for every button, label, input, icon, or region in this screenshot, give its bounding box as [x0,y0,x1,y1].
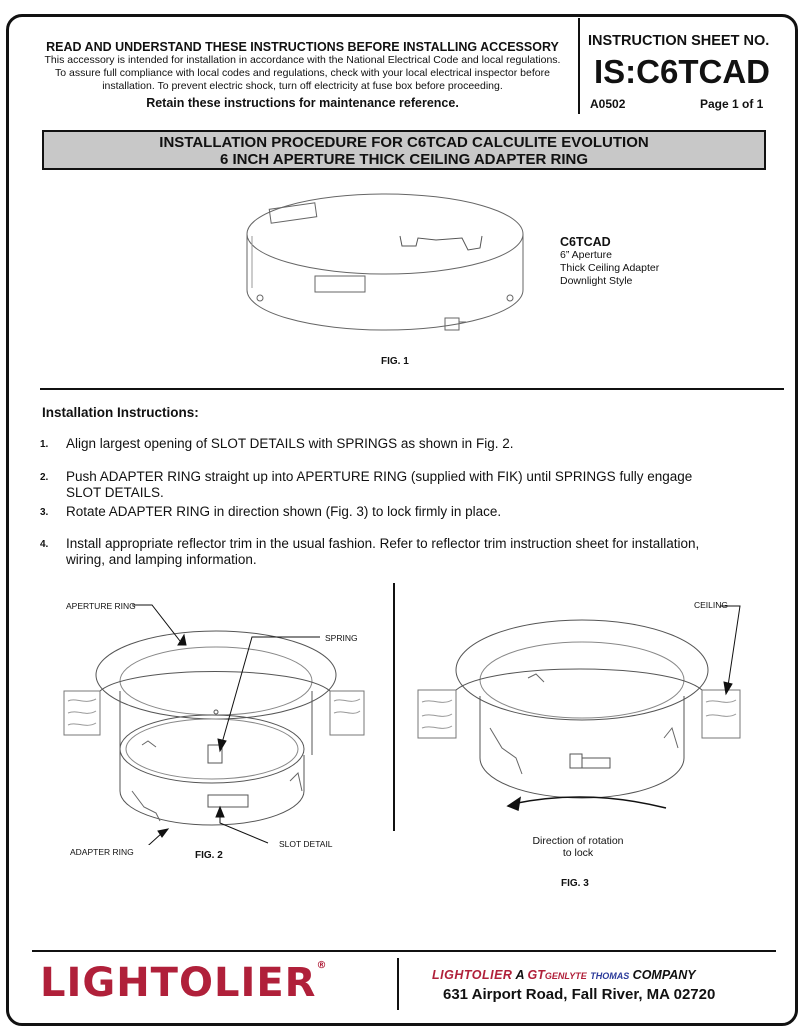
section-divider [40,388,784,390]
label-adapter-ring: ADAPTER RING [70,847,134,857]
step-3 [40,504,720,520]
gt-mark: GT [527,968,545,982]
instructions-heading: Installation Instructions: [42,405,199,420]
step-text: Align largest opening of SLOT DETAILS with SPRINGS as shown in Fig. 2. [66,436,514,451]
procedure-title [42,130,766,170]
thomas-mark: THOMAS [590,971,630,981]
product-code: C6TCAD [560,235,611,249]
doc-code: A0502 [590,97,626,111]
footer-divider [32,950,776,952]
label-aperture-ring: APERTURE RING [66,601,136,611]
step-number: 1. [40,439,49,450]
fig1-drawing [240,188,540,348]
step-1 [40,436,720,452]
spec-style: Downlight Style [560,275,633,287]
address: 631 Airport Road, Fall River, MA 02720 [443,986,716,1003]
warning-block [30,40,575,110]
rotation-note [518,835,638,859]
fig1-label: FIG. 1 [381,356,409,367]
company-line [432,968,696,982]
spec-aperture: 6” Aperture [560,249,612,261]
sheet-label: INSTRUCTION SHEET NO. [588,33,770,49]
fig1-spec [560,236,659,288]
title-line-1: INSTALLATION PROCEDURE FOR C6TCAD CALCULITE EVOLUTION [159,134,649,151]
logo-text: LIGHTOLIER [40,960,317,1006]
step-number: 2. [40,472,49,483]
genlyte-mark: GENLYTE [544,971,587,981]
label-ceiling: CEILING [694,600,729,610]
warning-line-3: installation. To prevent electric shock, turn off electricity at fuse box before proceeding. [102,80,503,92]
footer-vrule [397,958,399,1010]
company-suffix: COMPANY [629,968,696,982]
warning-line-2: To assure full compliance with local codes and regulations, check with your local electrical inspector before [55,67,550,79]
step-number: 4. [40,539,49,550]
retain-note: Retain these instructions for maintenance reference. [146,96,459,110]
rotation-line-1: Direction of rotation [532,835,624,847]
step-text: Rotate ADAPTER RING in direction shown (Fig. 3) to lock firmly in place. [66,504,502,519]
fig3-label: FIG. 3 [561,878,589,889]
brand-name: LIGHTOLIER [432,968,513,982]
header-divider [578,18,580,114]
warning-title: READ AND UNDERSTAND THESE INSTRUCTIONS BEFORE INSTALLING ACCESSORY [46,40,559,54]
step-text: Push ADAPTER RING straight up into APERTURE RING (supplied with FIK) until SPRINGS fully engage SLOT DETAILS. [66,469,693,500]
rotation-line-2: to lock [562,847,594,859]
step-2 [40,469,720,501]
warning-line-1: This accessory is intended for installation in accordance with the National Electrical Code and local regulations. [44,54,561,66]
step-4 [40,536,720,568]
label-spring: SPRING [325,633,358,643]
fig2-label: FIG. 2 [195,850,223,861]
label-slot-detail: SLOT DETAIL [279,839,333,849]
lightolier-logo: LIGHTOLIER® [40,960,328,1006]
spec-adapter: Thick Ceiling Adapter [560,262,660,274]
page-number: Page 1 of 1 [700,97,764,111]
sheet-number: IS:C6TCAD [594,53,771,90]
title-line-2: 6 INCH APERTURE THICK CEILING ADAPTER RING [219,151,589,168]
step-text: Install appropriate reflector trim in the usual fashion. Refer to reflector trim instruction sheet for installation, wiring, and lamping information. [66,536,700,567]
fig3-drawing [410,598,770,828]
company-a: A [512,968,528,982]
figure-divider [393,583,395,831]
step-number: 3. [40,507,49,518]
